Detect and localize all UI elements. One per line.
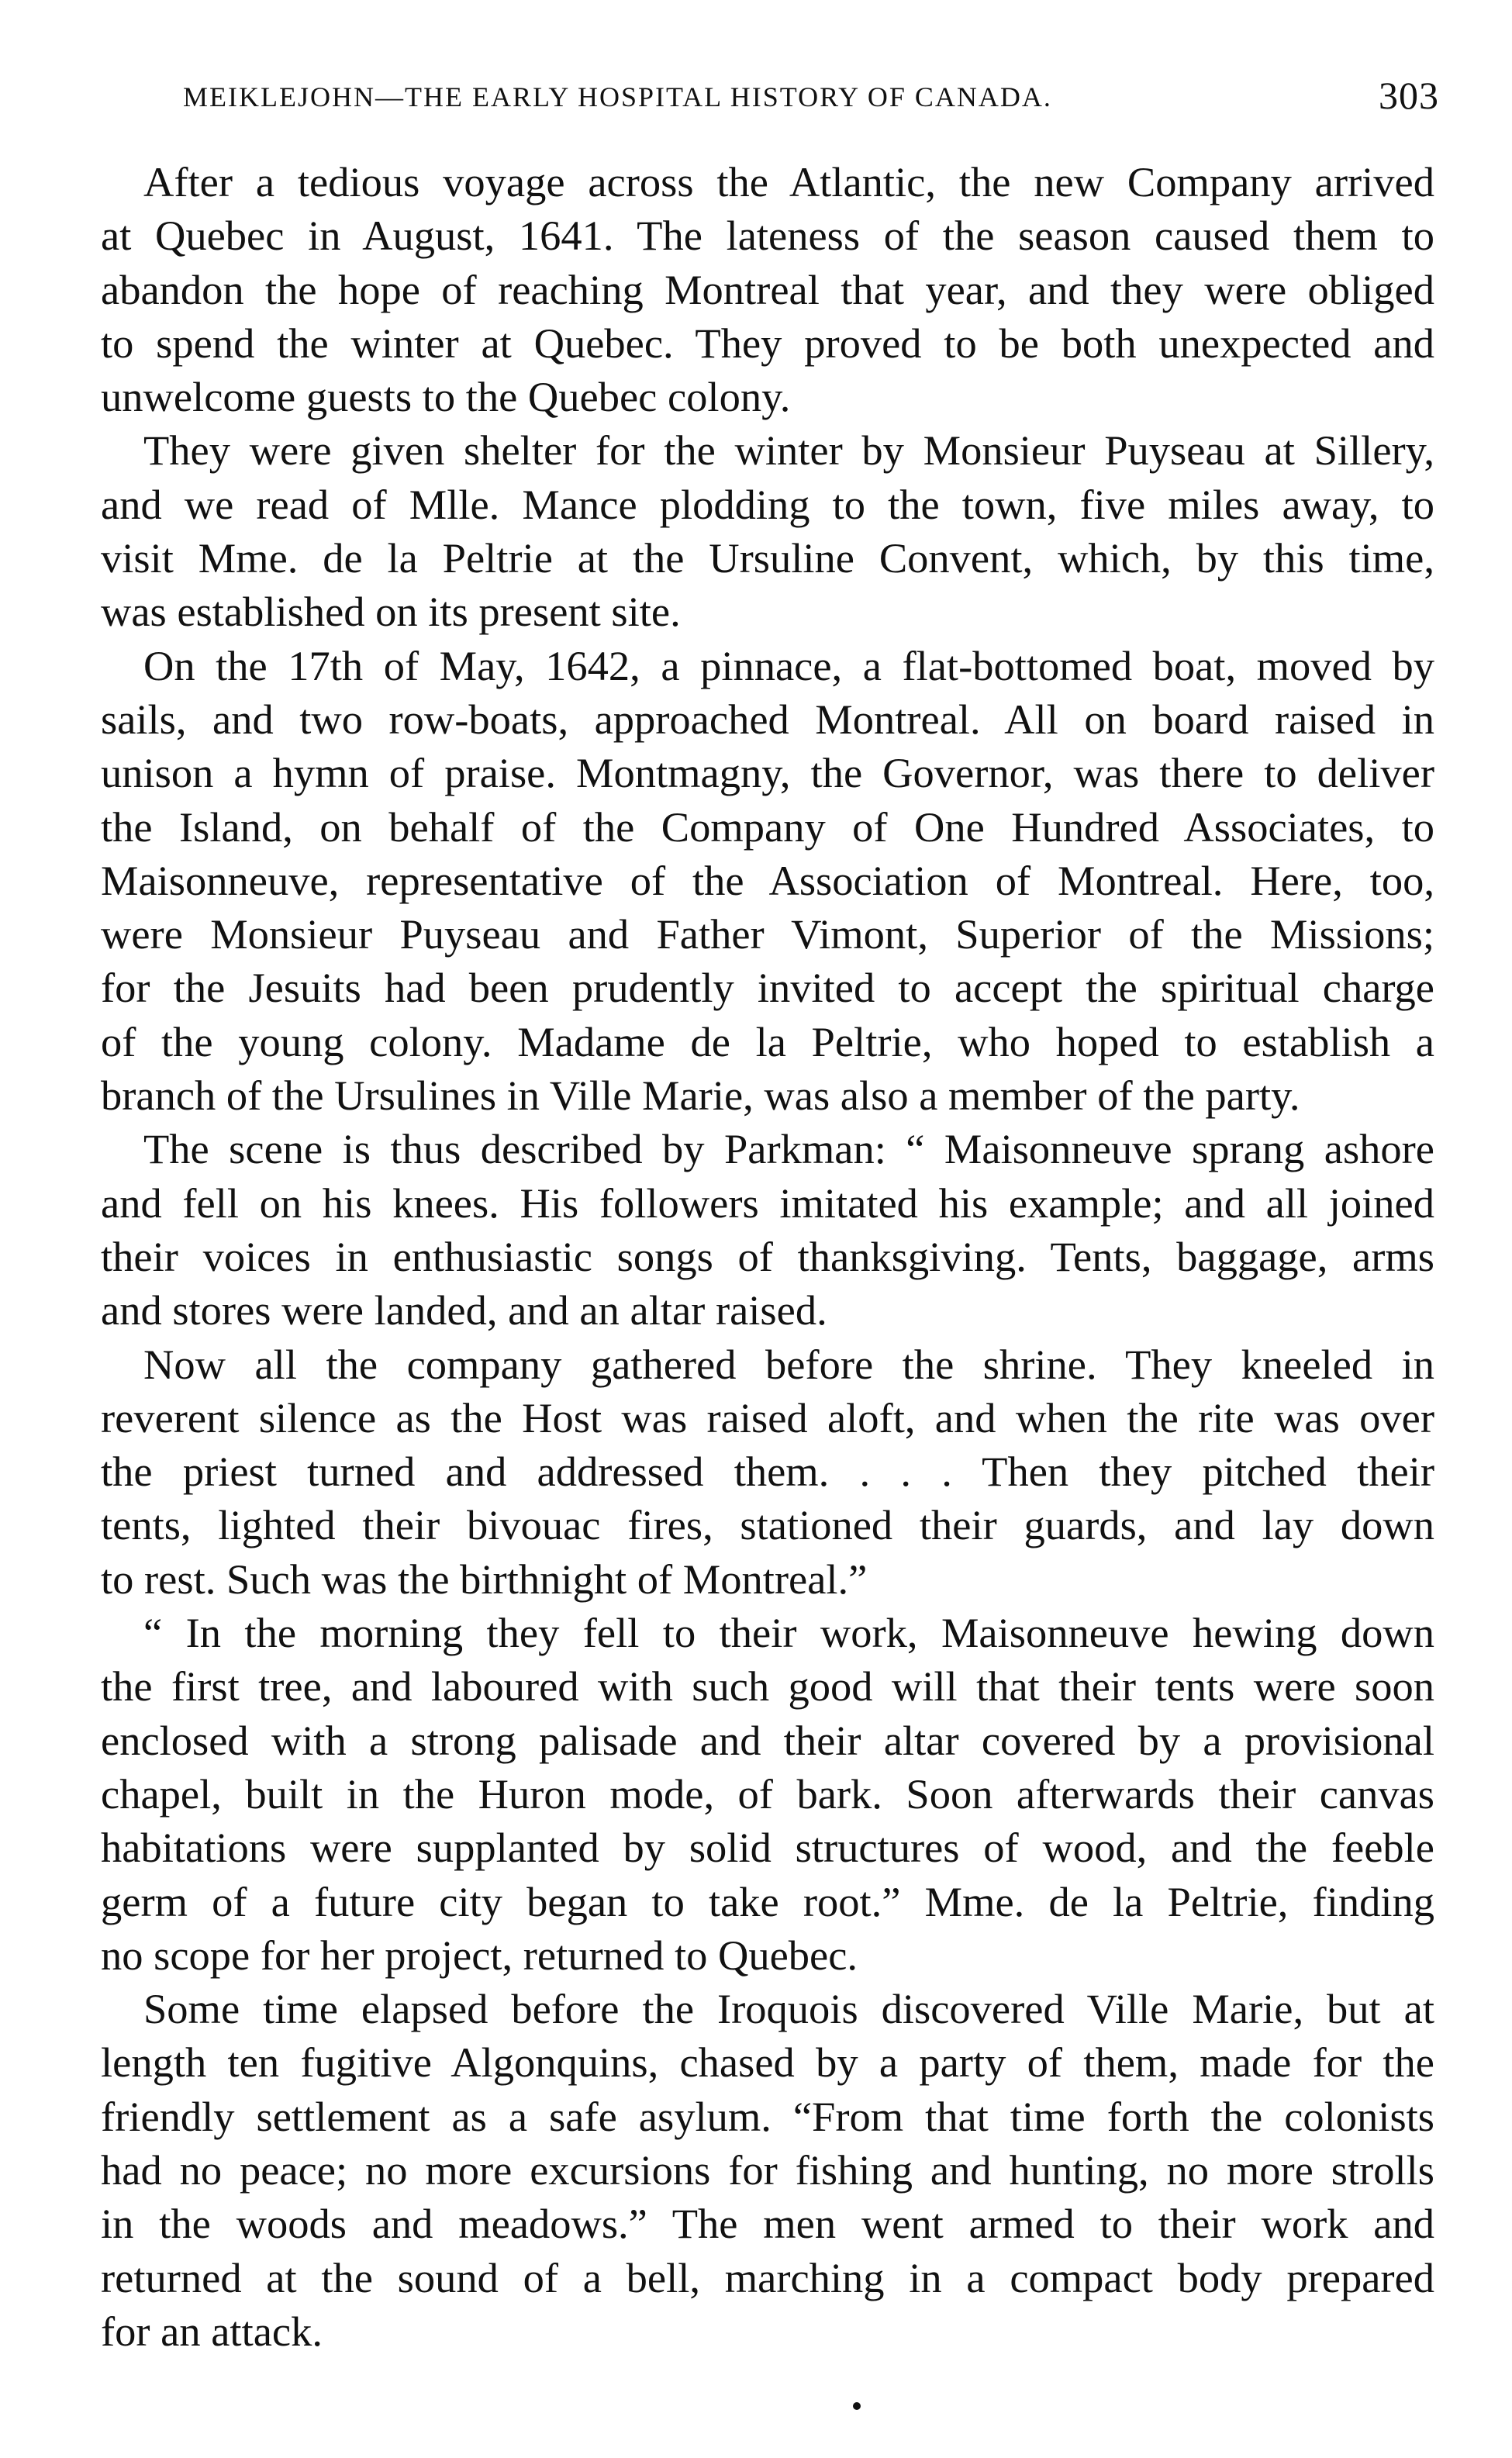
text-line: germ of a future city began to take root.” Mme. de la Peltrie, finding [101,1877,1434,1925]
text-line: reverent silence as the Host was raised aloft, and when the rite was over [101,1393,1434,1441]
text-line: abandon the hope of reaching Montreal that year, and they were obliged [101,265,1434,313]
text-line: at Quebec in August, 1641. The lateness of the season caused them to [101,212,1434,260]
text-line: and we read of Mlle. Mance plodding to the town, five miles away, to [101,480,1434,528]
text-line: The scene is thus described by Parkman: “ Maisonneuve sprang ashore [143,1125,1434,1173]
text-line: “ In the morning they fell to their work, Maisonneuve hewing down [143,1609,1434,1657]
page-number: 303 [1379,74,1439,117]
text-line: tents, lighted their bivouac fires, stationed their guards, and lay down [101,1501,1434,1549]
printer-mark [853,2402,861,2410]
text-line: and fell on his knees. His followers imitated his example; and all joined [101,1179,1434,1227]
text-line: no scope for her project, returned to Quebec. [101,1931,858,1979]
text-line: enclosed with a strong palisade and their altar covered by a provisional [101,1716,1434,1764]
text-line: returned at the sound of a bell, marching in a compact body prepared [101,2253,1434,2301]
text-line: to spend the winter at Quebec. They proved to be both unexpected and [101,319,1434,367]
text-line: visit Mme. de la Peltrie at the Ursuline Convent, which, by this time, [101,534,1434,582]
body-text [101,155,1434,2358]
text-line: unwelcome guests to the Quebec colony. [101,373,791,421]
text-line: the first tree, and laboured with such good will that their tents were soon [101,1662,1434,1711]
text-line: their voices in enthusiastic songs of thanksgiving. Tents, baggage, arms [101,1232,1434,1280]
text-line: habitations were supplanted by solid structures of wood, and the feeble [101,1824,1434,1872]
text-line: the priest turned and addressed them. . . . Then they pitched their [101,1448,1434,1496]
running-head [183,73,1439,127]
text-line: was established on its present site. [101,588,681,636]
text-line: chapel, built in the Huron mode, of bark. Soon afterwards their canvas [101,1769,1434,1818]
text-line: unison a hymn of praise. Montmagny, the Governor, was there to deliver [101,749,1434,797]
text-line: friendly settlement as a safe asylum. “From that time forth the colonists [101,2092,1434,2140]
text-line: and stores were landed, and an altar raised. [101,1286,827,1334]
text-line: length ten fugitive Algonquins, chased by a party of them, made for the [101,2039,1434,2087]
running-title: MEIKLEJOHN—THE EARLY HOSPITAL HISTORY OF CANADA. [183,81,1052,112]
text-line: branch of the Ursulines in Ville Marie, was also a member of the party. [101,1072,1300,1120]
text-line: Maisonneuve, representative of the Association of Montreal. Here, too, [101,856,1434,904]
text-line: the Island, on behalf of the Company of One Hundred Associates, to [101,803,1434,851]
text-line: After a tedious voyage across the Atlantic, the new Company arrived [143,158,1434,205]
text-line: Some time elapsed before the Iroquois discovered Ville Marie, but at [143,1985,1434,2033]
text-line: for an attack. [101,2307,323,2355]
text-line: Now all the company gathered before the shrine. They kneeled in [143,1340,1434,1388]
text-line: had no peace; no more excursions for fishing and hunting, no more strolls [101,2146,1434,2194]
text-line: in the woods and meadows.” The men went armed to their work and [101,2200,1434,2248]
text-line: On the 17th of May, 1642, a pinnace, a flat-bottomed boat, moved by [143,641,1434,689]
text-line: of the young colony. Madame de la Peltrie, who hoped to establish a [101,1017,1434,1065]
text-line: They were given shelter for the winter by Monsieur Puyseau at Sillery, [143,426,1434,475]
text-line: for the Jesuits had been prudently invited to accept the spiritual charge [101,964,1434,1012]
text-line: were Monsieur Puyseau and Father Vimont, Superior of the Missions; [101,910,1434,958]
text-line: to rest. Such was the birthnight of Montreal.” [101,1555,868,1603]
text-line: sails, and two row-boats, approached Montreal. All on board raised in [101,695,1434,743]
